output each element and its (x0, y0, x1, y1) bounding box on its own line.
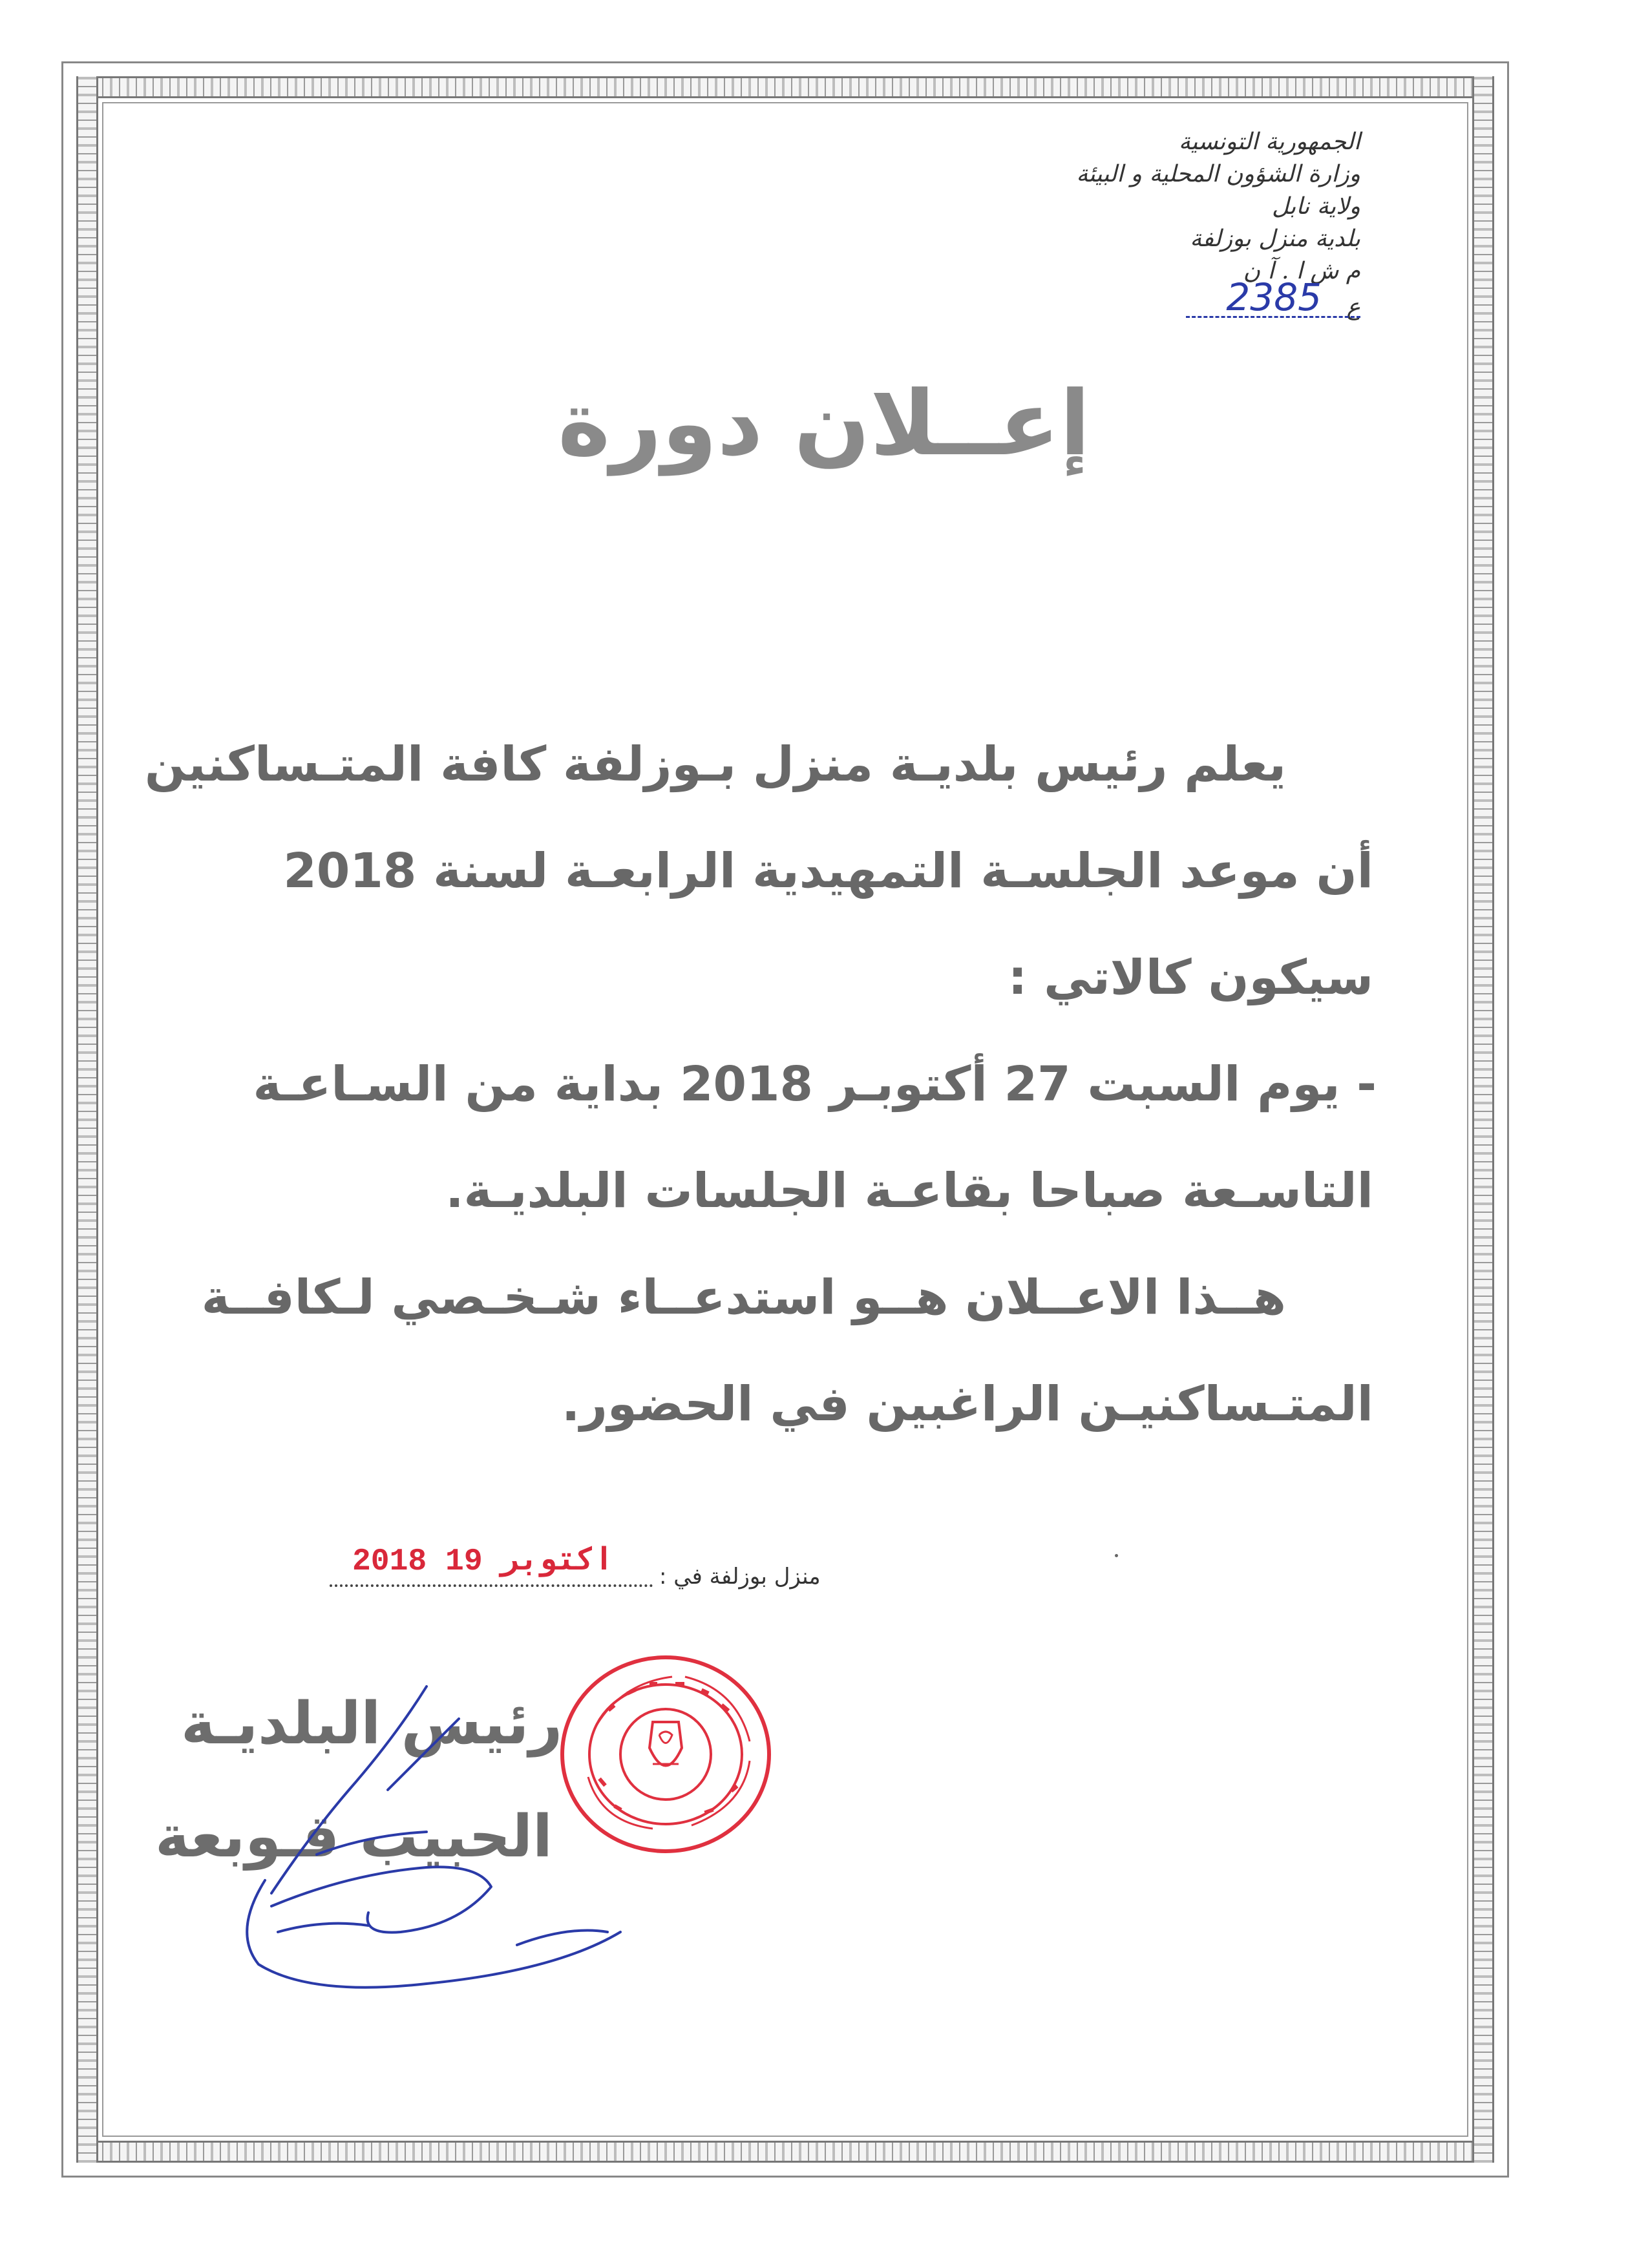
date-dotted-line (330, 1584, 653, 1587)
body-line-1: يعلم رئيس بلديـة منزل بـوزلفة كافة المتـساكنين (144, 737, 1286, 792)
body-line-2: أن موعد الجلسـة التمهيدية الرابعـة لسنة 2018 (283, 843, 1373, 899)
header-republic: الجمهورية التونسية (1178, 129, 1360, 155)
body-line-4: - يوم السبت 27 أكتوبـر 2018 بداية من السـاعـة (253, 1056, 1377, 1112)
header-municipality: بلدية منزل بوزلفة (1190, 226, 1360, 252)
body-line-3: سيكون كالاتي : (1008, 950, 1373, 1005)
signatory-name: الحبيب قـوبعة (155, 1803, 553, 1871)
body-line-7: المتـساكنيـن الراغبين في الحضور. (562, 1376, 1373, 1432)
reference-line (908, 275, 1360, 326)
header-department: م ش ا . آ ن (1243, 258, 1360, 284)
header-governorate: ولاية نابل (1272, 193, 1360, 220)
body-line-6: هــذا الاعــلان هــو استدعــاء شـخـصي لـكافــة (201, 1270, 1286, 1325)
page-border-bottom (76, 2141, 1494, 2163)
announcement-title: إعــلان دورة (557, 372, 1091, 476)
header-ministry: وزارة الشؤون المحلية و البيئة (1076, 161, 1360, 187)
reference-underline (1186, 316, 1360, 318)
reference-prefix: ع (1346, 294, 1360, 320)
paper-speck (1115, 1554, 1118, 1557)
body-line-5: التاسـعة صباحا بقاعـة الجلسات البلديـة. (445, 1163, 1373, 1219)
date-label: منزل بوزلفة في : (659, 1564, 821, 1590)
signatory-title: رئيس البلديـة (181, 1690, 563, 1758)
official-header (908, 126, 1360, 326)
page-border-top (76, 76, 1494, 98)
date-stamp: 2018 اكتوبر 19 (352, 1544, 613, 1579)
handwritten-signature-icon (155, 1661, 646, 2022)
reference-number: 2385 (1226, 275, 1322, 319)
